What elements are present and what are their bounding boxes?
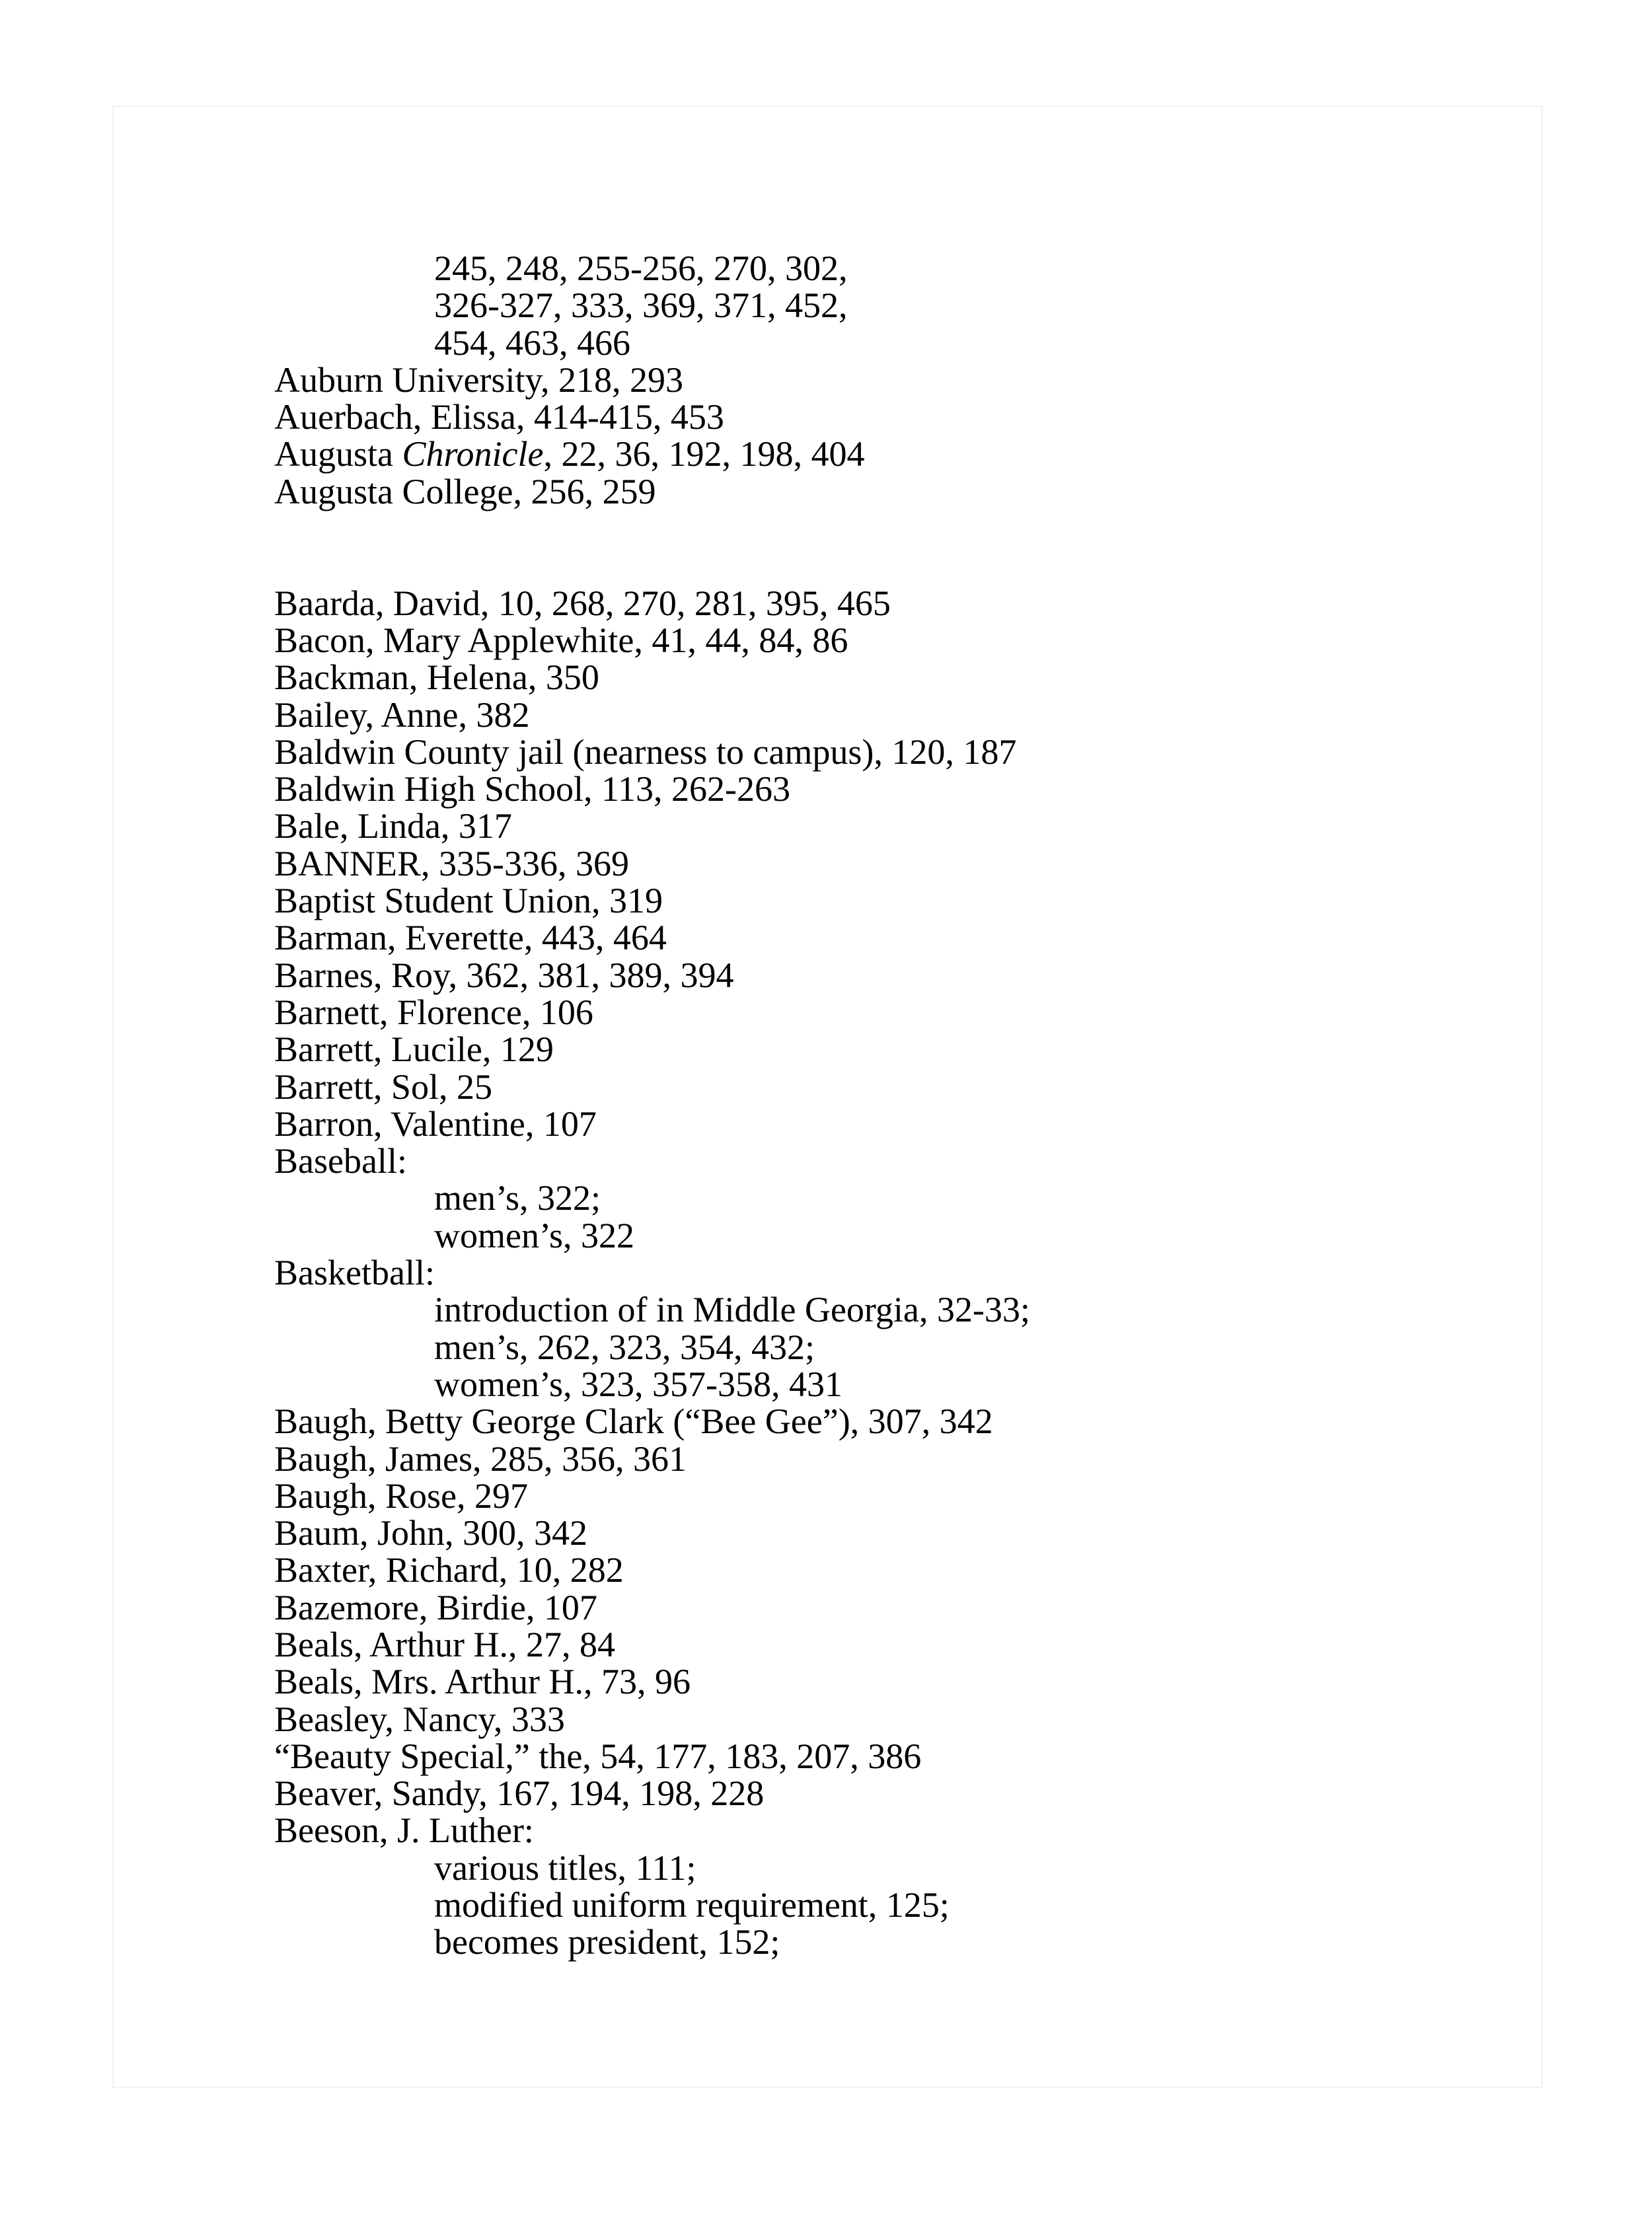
index-entry: Beasley, Nancy, 333	[274, 1699, 565, 1739]
index-entry: “Beauty Special,” the, 54, 177, 183, 207, 386	[274, 1736, 922, 1776]
index-entry: Baxter, Richard, 10, 282	[274, 1550, 624, 1590]
index-entry: Barnett, Florence, 106	[274, 992, 593, 1032]
index-entry: Barman, Everette, 443, 464	[274, 918, 667, 958]
index-entry: Auburn University, 218, 293	[274, 359, 683, 400]
index-entry: Auerbach, Elissa, 414-415, 453	[274, 397, 724, 437]
index-entry: Baldwin High School, 113, 262-263	[274, 769, 790, 809]
index-entry: Baarda, David, 10, 268, 270, 281, 395, 465	[274, 583, 891, 623]
index-entry: Baptist Student Union, 319	[274, 881, 663, 921]
index-heading-baseball: Baseball:	[274, 1141, 407, 1181]
index-subentry: men’s, 262, 323, 354, 432;	[434, 1327, 815, 1367]
index-entry: Barnes, Roy, 362, 381, 389, 394	[274, 955, 734, 995]
index-entry: Backman, Helena, 350	[274, 657, 599, 698]
letter-section-gap	[274, 510, 1530, 585]
index-heading-beeson: Beeson, J. Luther:	[274, 1810, 534, 1851]
index-entry: Baugh, Rose, 297	[274, 1475, 528, 1516]
index-subentry: becomes president, 152;	[434, 1922, 780, 1962]
index-subentry: 326-327, 333, 369, 371, 452,	[434, 285, 848, 326]
index-subentry: men’s, 322;	[434, 1178, 601, 1218]
index-subentry: various titles, 111;	[434, 1847, 696, 1888]
index-entry: Bale, Linda, 317	[274, 806, 512, 846]
index-text	[274, 250, 1530, 1961]
index-entry: Barrett, Lucile, 129	[274, 1029, 554, 1070]
index-subentry: women’s, 323, 357-358, 431	[434, 1364, 843, 1404]
index-subentry: 245, 248, 255-256, 270, 302,	[434, 248, 848, 288]
index-entry: Baldwin County jail (nearness to campus), 120, 187	[274, 731, 1017, 772]
index-entry: Bazemore, Birdie, 107	[274, 1587, 597, 1627]
index-entry: Baugh, James, 285, 356, 361	[274, 1438, 687, 1479]
index-entry: Baum, John, 300, 342	[274, 1513, 588, 1553]
index-subentry: 454, 463, 466	[434, 322, 630, 363]
index-entry: Beaver, Sandy, 167, 194, 198, 228	[274, 1773, 765, 1814]
index-entry-augusta-chronicle	[274, 435, 1530, 472]
index-entry: Augusta College, 256, 259	[274, 471, 656, 511]
index-entry: Beals, Arthur H., 27, 84	[274, 1624, 615, 1664]
index-entry: Barron, Valentine, 107	[274, 1103, 597, 1144]
index-entry: Bailey, Anne, 382	[274, 694, 530, 735]
entry-suffix: , 22, 36, 192, 198, 404	[543, 434, 865, 474]
index-subentry: introduction of in Middle Georgia, 32-33;	[434, 1290, 1030, 1330]
index-entry: BANNER, 335-336, 369	[274, 843, 629, 883]
index-entry: Beals, Mrs. Arthur H., 73, 96	[274, 1662, 691, 1702]
entry-italic-title: Chronicle	[402, 434, 544, 474]
index-heading-basketball: Basketball:	[274, 1253, 435, 1293]
index-entry: Barrett, Sol, 25	[274, 1066, 492, 1107]
index-entry: Bacon, Mary Applewhite, 41, 44, 84, 86	[274, 620, 848, 660]
index-entry: Baugh, Betty George Clark (“Bee Gee”), 307, 342	[274, 1401, 993, 1442]
entry-prefix: Augusta	[274, 434, 402, 474]
index-subentry: women’s, 322	[434, 1215, 634, 1255]
index-subentry: modified uniform requirement, 125;	[434, 1885, 950, 1925]
